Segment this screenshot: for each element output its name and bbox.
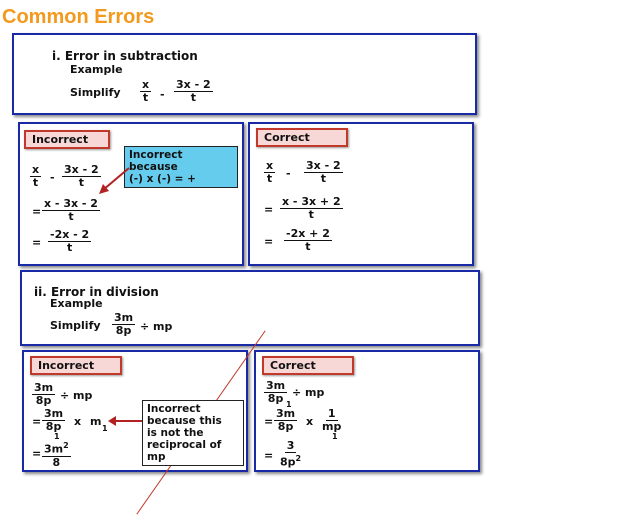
arrow-icon (106, 414, 146, 428)
correct-step2-fraction: $\frac{x - 3x + 2}{t}$ (282, 195, 341, 221)
div-incorrect-line3-equals: = (32, 447, 42, 460)
div-correct-line3-fraction: $\frac{3}{8p^2}$ (280, 439, 302, 469)
div-incorrect-explanation-note: Incorrect because this is not the reciprocal of mp (142, 400, 244, 466)
correct-step1-x-over-t: $\frac{x}{t}$ (266, 159, 274, 185)
division-simplify-label: Simplify (50, 319, 101, 332)
div-incorrect-line2-equals: = (32, 415, 42, 428)
div-correct-cancel-bottom-1: 1 (332, 432, 338, 441)
correct-step3-fraction: $\frac{-2x + 2}{t}$ (286, 227, 330, 253)
correct-step1-3x-minus-2: $\frac{3x - 2}{t}$ (306, 159, 341, 185)
incorrect-step1-x-over-t: $\frac{x}{t}$ (32, 163, 40, 189)
div-correct-line1-fraction: $\frac{3m}{8p}$ (266, 379, 286, 405)
incorrect-tag: Incorrect (24, 130, 110, 149)
subtraction-correct-panel (248, 122, 474, 266)
division-correct-panel (254, 350, 480, 472)
subtraction-minus: - (160, 88, 165, 101)
correct-tag-division: Correct (262, 356, 354, 375)
div-incorrect-line1-operator: ÷ mp (60, 389, 93, 402)
div-incorrect-cancel-sub-1: 1 (54, 432, 60, 441)
incorrect-step1-minus: - (50, 171, 55, 184)
division-operator: ÷ mp (140, 320, 173, 333)
incorrect-step2-fraction: $\frac{x - 3x - 2}{t}$ (44, 197, 98, 223)
subtraction-heading: i. Error in subtraction (52, 49, 198, 63)
subtraction-example-panel (12, 33, 477, 115)
div-correct-line3-equals: = (264, 449, 274, 462)
subtraction-simplify-label: Simplify (70, 86, 121, 99)
correct-step1-minus: - (286, 167, 291, 180)
correct-step2-equals: = (264, 203, 274, 216)
subtraction-fraction-3x-minus-2: $\frac{3x - 2}{t}$ (176, 78, 211, 104)
div-correct-line2-equals: = (264, 415, 274, 428)
div-incorrect-line2-times: x (74, 415, 82, 428)
div-incorrect-cancelled-m: m (90, 416, 312, 428)
div-incorrect-cancel-1: 1 (102, 424, 108, 433)
div-correct-line2-reciprocal: $\frac{1}{mp}$ (322, 407, 342, 433)
subtraction-fraction-x-over-t: $\frac{x}{t}$ (142, 78, 150, 104)
incorrect-step1-3x-minus-2: $\frac{3x - 2}{t}$ (64, 163, 99, 189)
incorrect-step3-fraction: $\frac{-2x - 2}{t}$ (50, 228, 90, 254)
div-incorrect-line1-fraction: $\frac{3m}{8p}$ (34, 381, 54, 407)
division-fraction-3m-over-8p: $\frac{3m}{8p}$ (114, 311, 134, 337)
incorrect-step2-equals: = (32, 205, 42, 218)
div-incorrect-line2-fraction: $\frac{3m}{8p}$ (44, 407, 64, 433)
div-correct-line2-fraction: $\frac{3m}{8p}$ (276, 407, 296, 433)
correct-tag: Correct (256, 128, 348, 147)
correct-step3-equals: = (264, 235, 274, 248)
division-example-panel (20, 270, 480, 346)
div-correct-line2-times: x (306, 415, 314, 428)
incorrect-tag-division: Incorrect (30, 356, 122, 375)
division-incorrect-panel (22, 350, 248, 472)
subtraction-incorrect-panel (18, 122, 244, 266)
division-heading: ii. Error in division (34, 285, 159, 299)
div-incorrect-line3-fraction: $\frac{3m^2}{8}$ (44, 441, 69, 469)
incorrect-step3-equals: = (32, 236, 42, 249)
div-correct-cancel-top-1: 1 (286, 400, 292, 409)
incorrect-explanation-note: Incorrect because (-) x (-) = + (124, 146, 238, 188)
arrow-icon (95, 164, 135, 198)
page-title: Common Errors (2, 6, 155, 28)
subtraction-example-label: Example (70, 63, 123, 76)
div-correct-line1-operator: ÷ mp (292, 386, 325, 399)
division-example-label: Example (50, 297, 103, 310)
